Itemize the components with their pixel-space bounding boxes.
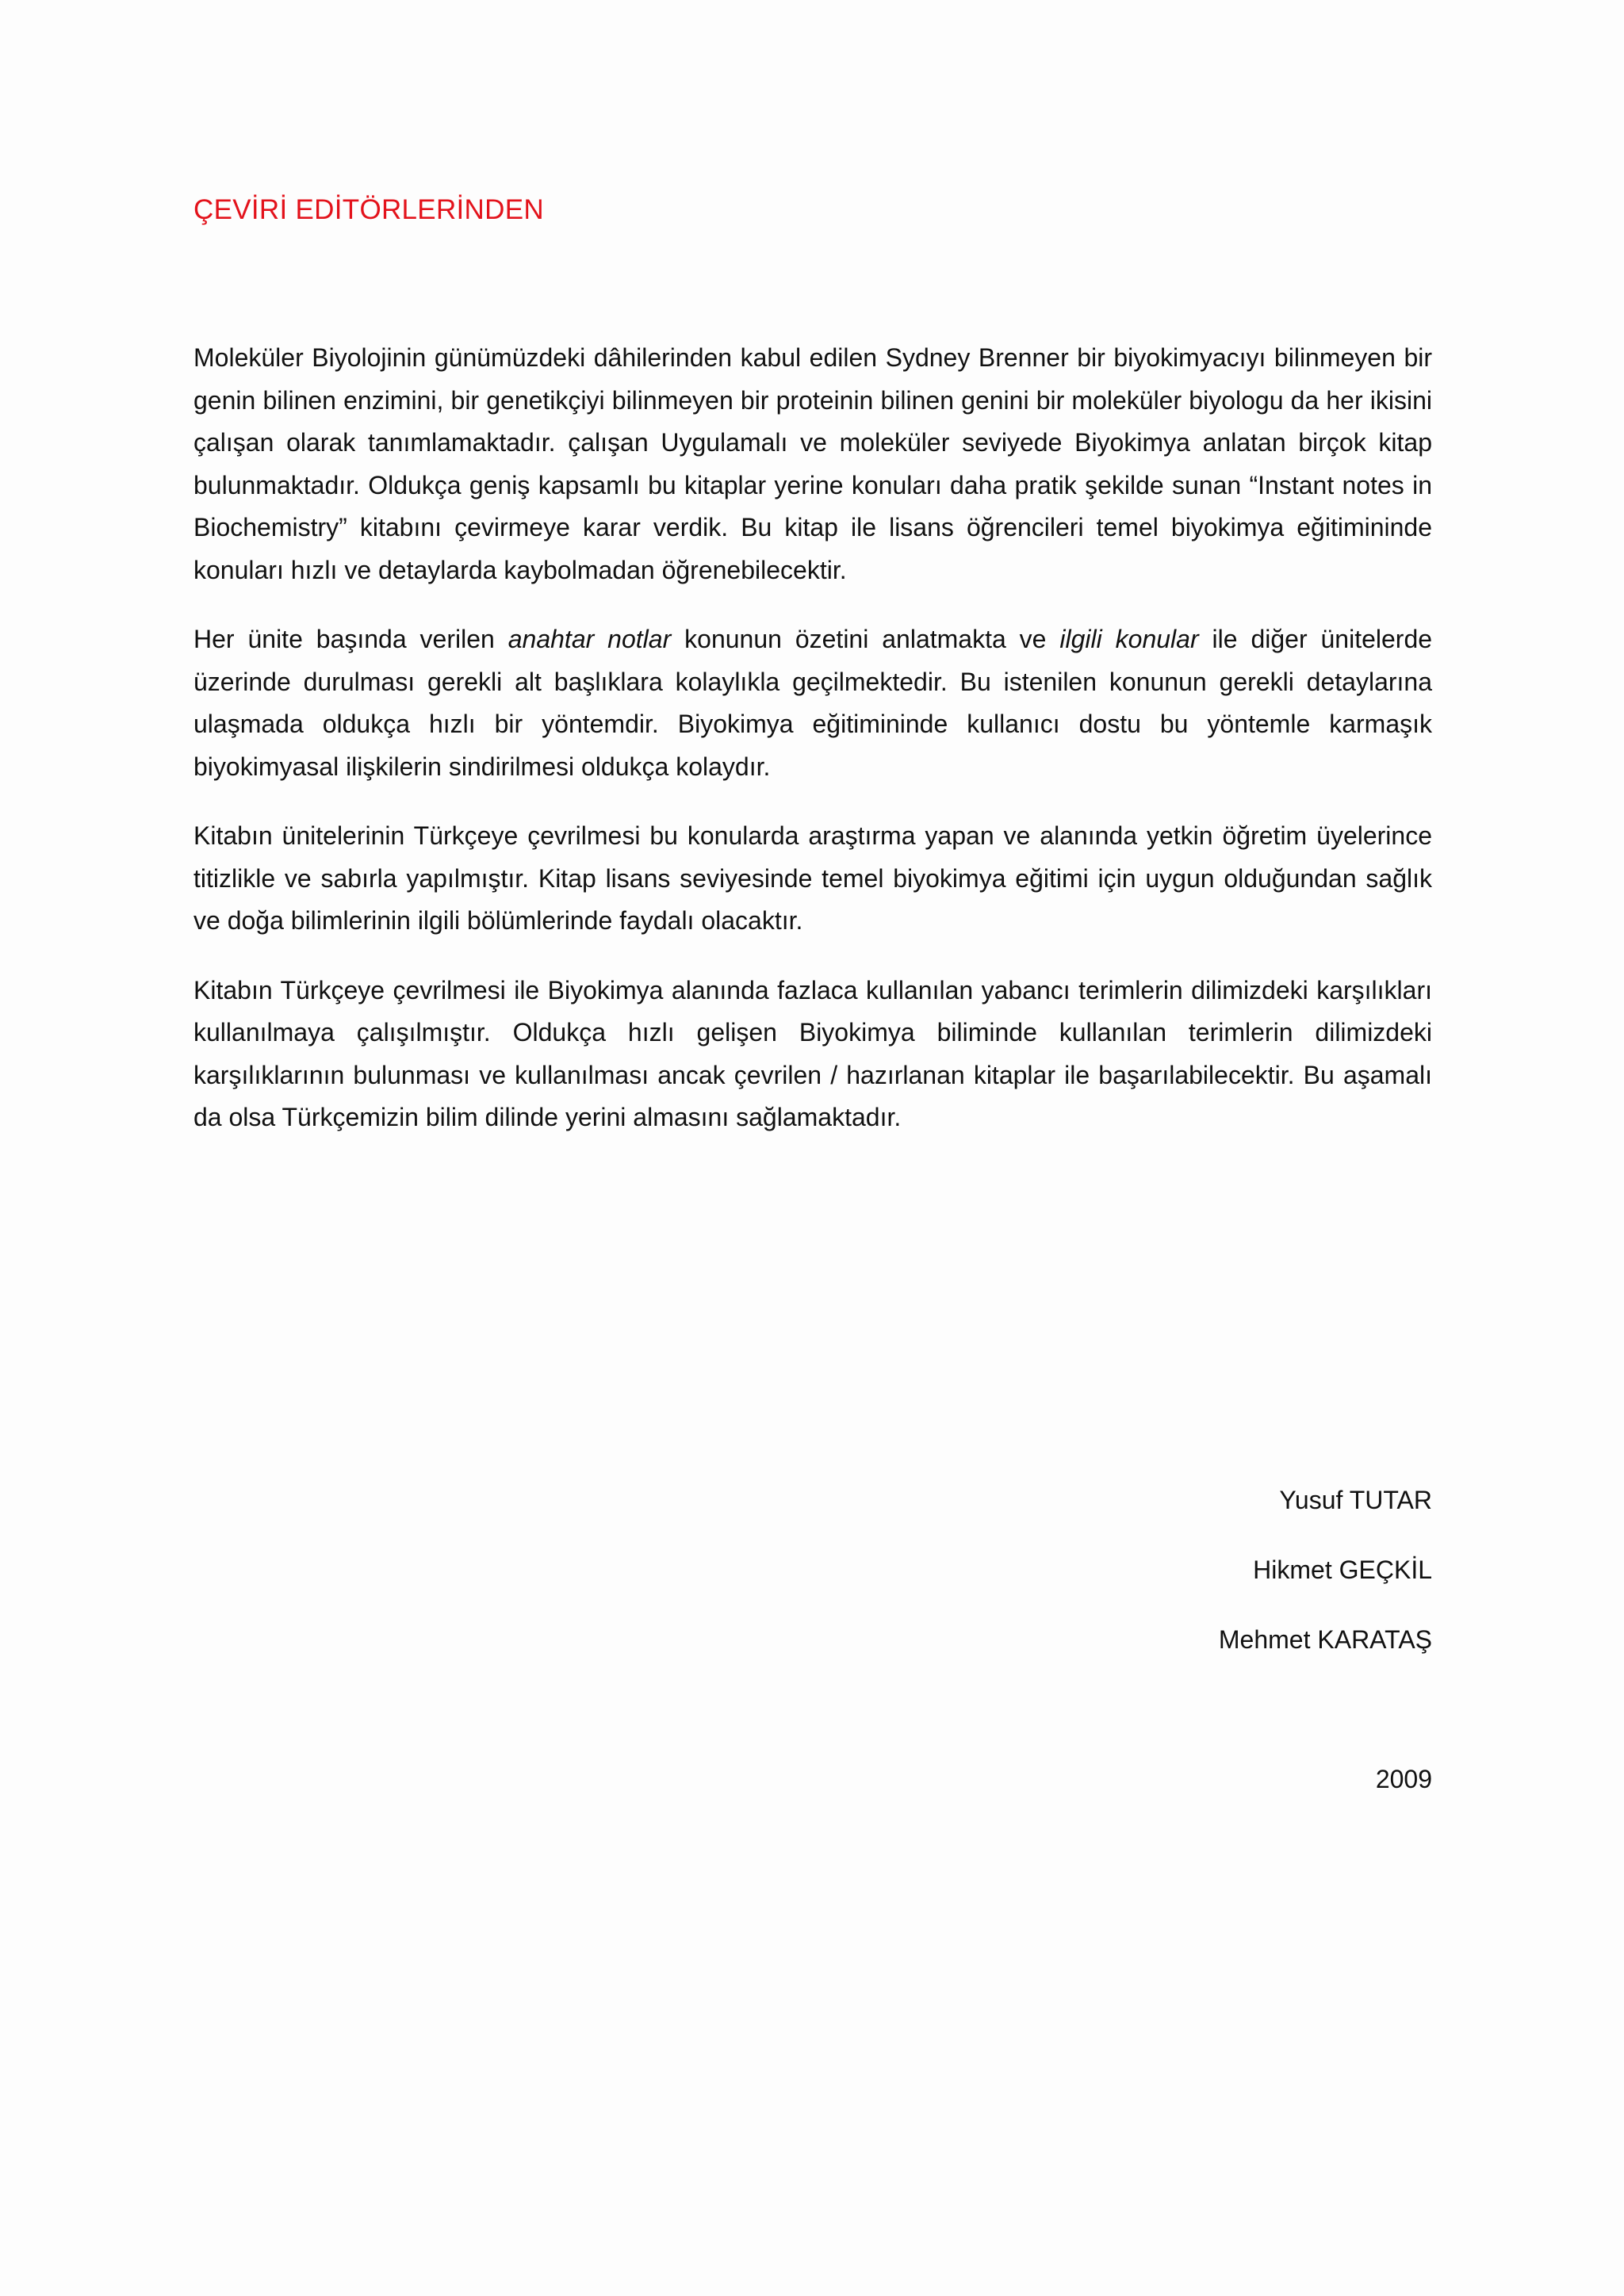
- body-text: [193, 337, 1432, 1166]
- signature-name: Yusuf TUTAR: [1279, 1486, 1432, 1514]
- year: 2009: [1375, 1765, 1432, 1793]
- paragraph-2-text-1: Her ünite başında verilen: [193, 625, 508, 653]
- paragraph-1: Moleküler Biyolojinin günümüzdeki dâhilerinden kabul edilen Sydney Brenner bir biyokimyacıyı bilinmeyen bir genin bilinen enzimini, bir genetikçiyi bilinmeyen bir proteinin bilinen genini bir moleküler biyologu da her ikisini çalışan olarak tanımlamaktadır. çalışan Uygulamalı ve moleküler seviyede Biyokimya anlatan birçok kitap bulunmaktadır. Oldukça geniş kapsamlı bu kitaplar yerine konuları daha pratik şekilde sunan “Instant notes in Biochemistry” kitabını çevirmeye karar verdik. Bu kitap ile lisans öğrencileri temel biyokimya eğitimininde konuları hızlı ve detaylarda kaybolmadan öğrenebilecektir.: [193, 343, 1432, 584]
- italic-term-ilgili-konular: ilgili konular: [1059, 625, 1199, 653]
- signature-name: Hikmet GEÇKİL: [1253, 1556, 1432, 1584]
- paragraph-2: [193, 618, 1432, 788]
- italic-term-anahtar-notlar: anahtar notlar: [508, 625, 672, 653]
- paragraph-2-text-3: ile diğer ünitelerde üzerinde durulması gerekli alt başlıklara kolaylıkla geçilmektedir. Bu istenilen konunun gerekli detaylarına ulaşmada oldukça hızlı bir yöntemdir. Biyokimya eğitimininde kullanıcı dostu bu yöntemle karmaşık biyokimyasal ilişkilerin sindirilmesi oldukça kolaydır.: [193, 625, 1433, 781]
- paragraph-4: Kitabın Türkçeye çevrilmesi ile Biyokimya alanında fazlaca kullanılan yabancı terimlerin dilimizdeki karşılıkları kullanılmaya çalışılmıştır. Oldukça hızlı gelişen Biyokimya biliminde kullanılan terimlerin dilimizdeki karşılıklarının bulunması ve kullanılması ancak çevrilen / hazırlanan kitaplar ile başarılabilecektir. Bu aşamalı da olsa Türkçemizin bilim dilinde yerini almasını sağlamaktadır.: [193, 975, 1432, 1131]
- paragraph-2-text-2: konunun özetini anlatmakta ve: [671, 625, 1060, 653]
- paragraph-3: Kitabın ünitelerinin Türkçeye çevrilmesi bu konularda araştırma yapan ve alanında yetkin öğretim üyelerince titizlikle ve sabırla yapılmıştır. Kitap lisans seviyesinde temel biyokimya eğitimi için uygun olduğundan sağlık ve doğa bilimlerinin ilgili bölümlerinde faydalı olacaktır.: [193, 821, 1432, 935]
- signature-name: Mehmet KARATAŞ: [1218, 1625, 1432, 1654]
- page-heading: ÇEVİRİ EDİTÖRLERİNDEN: [193, 194, 544, 225]
- signature-block: [1219, 1483, 1432, 1692]
